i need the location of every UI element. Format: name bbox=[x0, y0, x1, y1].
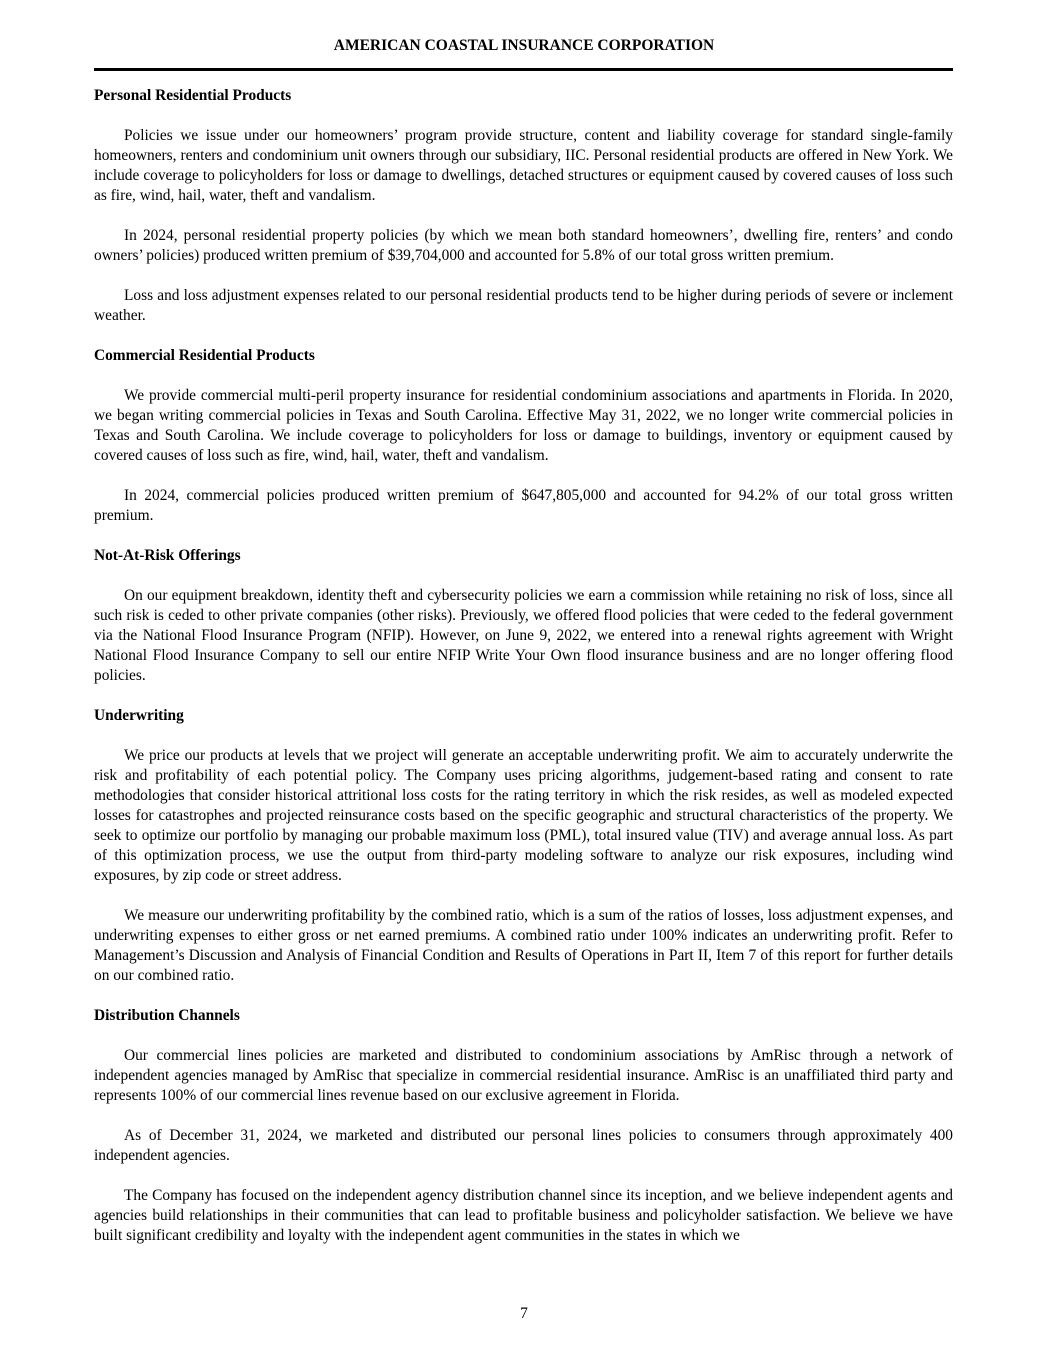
header-rule bbox=[94, 68, 953, 71]
document-body bbox=[94, 86, 953, 1266]
page-number: 7 bbox=[520, 1305, 528, 1322]
paragraph: We measure our underwriting profitability by the combined ratio, which is a sum of the ratios of losses, loss adjustment expenses, and underwriting expenses to either gross or net earned premiums. A combined ratio under 100% indicates an underwriting profit. Refer to Management’s Discussion and Analysis of Financial Condition and Results of Operations in Part II, Item 7 of this report for further details on our combined ratio. bbox=[94, 907, 953, 984]
paragraph: The Company has focused on the independent agency distribution channel since its inception, and we believe independent agents and agencies build relationships in their communities that can lead to profitable business and policyholder satisfaction. We believe we have built significant credibility and loyalty with the independent agent communities in the states in which we bbox=[94, 1187, 953, 1244]
section-heading: Commercial Residential Products bbox=[94, 347, 315, 364]
paragraph: We price our products at levels that we project will generate an acceptable underwriting profit. We aim to accurately underwrite the risk and profitability of each potential policy. The Company uses pricing algorithms, judgement-based rating and consent to rate methodologies that consider historical attritional loss costs for the rating territory in which the risk resides, as well as modeled expected losses for catastrophes and projected reinsurance costs based on the specific geographic and structural characteristics of the property. We seek to optimize our portfolio by managing our probable maximum loss (PML), total insured value (TIV) and average annual loss. As part of this optimization process, we use the output from third-party modeling software to analyze our risk exposures, including wind exposures, by zip code or street address. bbox=[94, 747, 953, 884]
section-personal-residential bbox=[94, 86, 953, 326]
section-heading: Not-At-Risk Offerings bbox=[94, 547, 241, 564]
paragraph: In 2024, personal residential property policies (by which we mean both standard homeowners’, dwelling fire, renters’ and condo owners’ policies) produced written premium of $39,704,000 and accounted for 5.8% of our total gross written premium. bbox=[94, 227, 953, 264]
section-underwriting bbox=[94, 706, 953, 986]
section-heading: Personal Residential Products bbox=[94, 87, 292, 104]
section-heading: Distribution Channels bbox=[94, 1007, 240, 1024]
section-distribution-channels bbox=[94, 1006, 953, 1246]
paragraph: Our commercial lines policies are marketed and distributed to condominium associations by AmRisc through a network of independent agencies managed by AmRisc that specialize in commercial residential insurance. AmRisc is an unaffiliated third party and represents 100% of our commercial lines revenue based on our exclusive agreement in Florida. bbox=[94, 1047, 953, 1104]
section-commercial-residential bbox=[94, 346, 953, 526]
paragraph: Policies we issue under our homeowners’ program provide structure, content and liability coverage for standard single-family homeowners, renters and condominium unit owners through our subsidiary, IIC. Personal residential products are offered in New York. We include coverage to policyholders for loss or damage to dwellings, detached structures or equipment caused by covered causes of loss such as fire, wind, hail, water, theft and vandalism. bbox=[94, 127, 953, 204]
paragraph: In 2024, commercial policies produced written premium of $647,805,000 and accounted for 94.2% of our total gross written premium. bbox=[94, 487, 953, 524]
document-header: AMERICAN COASTAL INSURANCE CORPORATION bbox=[333, 37, 715, 54]
paragraph: We provide commercial multi-peril property insurance for residential condominium associations and apartments in Florida. In 2020, we began writing commercial policies in Texas and South Carolina. Effective May 31, 2022, we no longer write commercial policies in Texas and South Carolina. We include coverage to policyholders for loss or damage to buildings, inventory or equipment caused by covered causes of loss such as fire, wind, hail, water, theft and vandalism. bbox=[94, 387, 953, 464]
section-heading: Underwriting bbox=[94, 707, 184, 724]
paragraph: As of December 31, 2024, we marketed and distributed our personal lines policies to consumers through approximately 400 independent agencies. bbox=[94, 1127, 953, 1164]
paragraph: On our equipment breakdown, identity theft and cybersecurity policies we earn a commission while retaining no risk of loss, since all such risk is ceded to other private companies (other risks). Previously, we offered flood policies that were ceded to the federal government via the National Flood Insurance Program (NFIP). However, on June 9, 2022, we entered into a renewal rights agreement with Wright National Flood Insurance Company to sell our entire NFIP Write Your Own flood insurance business and are no longer offering flood policies. bbox=[94, 587, 953, 684]
section-not-at-risk bbox=[94, 546, 953, 686]
paragraph: Loss and loss adjustment expenses related to our personal residential products tend to be higher during periods of severe or inclement weather. bbox=[94, 287, 953, 324]
